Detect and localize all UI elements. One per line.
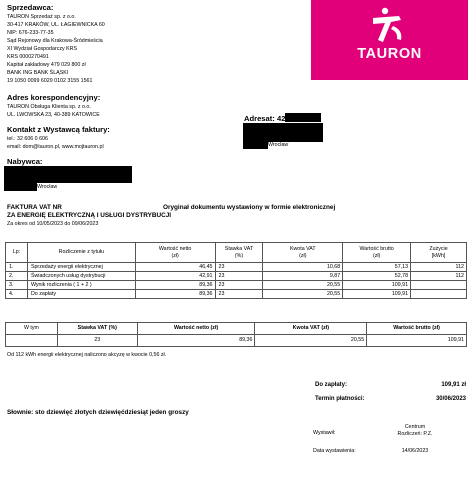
table-cell: 89,36: [135, 290, 215, 299]
column-header: Kwota VAT (zł): [263, 243, 343, 263]
table-cell: 23: [57, 335, 137, 347]
table-cell: 112: [411, 272, 467, 281]
seller-line: Sąd Rejonowy dla Krakowa-Śródmieścia: [7, 38, 103, 45]
buyer-city: Wrocław: [37, 184, 58, 190]
column-header: Wartość brutto (zł): [367, 323, 467, 335]
table-cell: 20,55: [263, 290, 343, 299]
addressee-number: 42: [277, 114, 286, 123]
seller-line: 19 1050 0099 6029 0102 3155 1561: [7, 78, 93, 85]
column-header: Stawka VAT (%): [215, 243, 263, 263]
column-header: Wartość netto (zł): [135, 243, 215, 263]
redaction-bar: [243, 123, 323, 142]
redaction-bar: [4, 166, 132, 183]
issue-date-label: Data wystawienia:: [313, 448, 356, 454]
table-header-row: [6, 243, 467, 263]
table-cell: 23: [215, 281, 263, 290]
table-row: [6, 263, 467, 272]
redaction-bar: [4, 183, 37, 191]
seller-line: NIP: 676-233-77-35: [7, 30, 54, 37]
table-header-row: [6, 323, 467, 335]
table-cell: 109,91: [343, 290, 411, 299]
contact-block: [7, 125, 110, 151]
table-cell: 46,45: [135, 263, 215, 272]
table-cell: 20,55: [255, 335, 367, 347]
table-cell: 57,13: [343, 263, 411, 272]
column-header: Zużycie [kWh]: [411, 243, 467, 263]
due-value: 109,91 zł: [441, 382, 466, 388]
table-cell: Sprzedaży energii elektrycznej: [27, 263, 135, 272]
column-header: W tym: [6, 323, 58, 335]
table-row: [6, 272, 467, 281]
table-cell: 89,36: [135, 281, 215, 290]
table-cell: 109,91: [343, 281, 411, 290]
invoice-subtitle: ZA ENERGIĘ ELEKTRYCZNĄ I USŁUGI DYSTRYBUCJI: [7, 212, 172, 219]
table-row: [6, 335, 467, 347]
redaction-bar: [285, 113, 321, 122]
seller-line: TAURON Sprzedaż sp. z o.o.: [7, 14, 76, 21]
table-cell: [6, 335, 58, 347]
column-header: Wartość netto (zł): [137, 323, 255, 335]
table-cell: Do zapłaty: [27, 290, 135, 299]
column-header: Stawka VAT (%): [57, 323, 137, 335]
table-cell: 52,78: [343, 272, 411, 281]
table-cell: Wynik rozliczenia ( 1 + 2 ): [27, 281, 135, 290]
correspondence-line: TAURON Obsługa Klienta sp. z o.o.: [7, 104, 91, 111]
invoice-items-table: [5, 242, 467, 299]
column-header: Kwota VAT (zł): [255, 323, 367, 335]
seller-line: XI Wydział Gospodarczy KRS: [7, 46, 78, 53]
issuer-value-2: Rozliczeń: P.Z.: [397, 431, 433, 437]
issuer-label: Wystawił:: [313, 430, 336, 436]
table-cell: 23: [215, 263, 263, 272]
seller-heading: Sprzedawca:: [7, 3, 54, 12]
deadline-value: 30/06/2023: [435, 396, 466, 402]
seller-line: 30-417 KRAKÓW, UL. ŁAGIEWNICKA 60: [7, 22, 105, 29]
table-cell: 42,91: [135, 272, 215, 281]
seller-line: KRS 0000270491: [7, 54, 49, 61]
invoice-title: FAKTURA VAT NR: [7, 204, 62, 211]
seller-line: Kapitał zakładowy 479 029 800 zł: [7, 62, 86, 69]
tauron-logo: [311, 0, 468, 80]
table-cell: 9,87: [263, 272, 343, 281]
table-cell: Świadczonych usług dystrybucji: [27, 272, 135, 281]
correspondence-heading: Adres korespondencyjny:: [7, 93, 101, 102]
table-cell: [411, 281, 467, 290]
column-header: Wartość brutto (zł): [343, 243, 411, 263]
table-cell: 20,55: [263, 281, 343, 290]
tauron-wordmark: TAURON: [357, 46, 422, 62]
addressee-city: Wrocław: [268, 142, 289, 148]
column-header: Lp:: [6, 243, 28, 263]
table-cell: 1.: [6, 263, 28, 272]
table-cell: 2.: [6, 272, 28, 281]
table-row: [6, 290, 467, 299]
table-cell: 3.: [6, 281, 28, 290]
amount-in-words: Słownie: sto dziewięć złotych dziewięćdziesiąt jeden groszy: [7, 409, 189, 416]
invoice-period: Za okres od 10/05/2023 do 09/06/2023: [7, 221, 99, 227]
contact-line: tel.: 32 606 0 606: [7, 136, 48, 143]
issuer-value-1: Centrum: [404, 424, 426, 430]
deadline-label: Termin płatności:: [315, 396, 365, 402]
column-header: Rozliczenie z tytułu: [27, 243, 135, 263]
table-cell: 112: [411, 263, 467, 272]
table-cell: 23: [215, 290, 263, 299]
seller-line: BANK ING BANK ŚLĄSKI: [7, 70, 69, 77]
table-row: [6, 281, 467, 290]
buyer-heading: Nabywca:: [7, 157, 43, 166]
seller-lines: [7, 13, 105, 85]
table-cell: 109,91: [367, 335, 467, 347]
table-cell: [411, 290, 467, 299]
issue-date-value: 14/06/2023: [401, 448, 429, 454]
tauron-mark-icon: [311, 0, 468, 80]
correspondence-block: [7, 93, 100, 119]
seller-block: [7, 3, 105, 85]
due-label: Do zapłaty:: [315, 382, 348, 388]
table-cell: 10,68: [263, 263, 343, 272]
excise-note: Od 112 kWh energii elektrycznej naliczono akcyzę w kwocie 0,56 zł.: [7, 352, 167, 358]
table-cell: 89,36: [137, 335, 255, 347]
redaction-bar: [243, 141, 268, 149]
addressee-label: Adresat:: [244, 114, 275, 123]
contact-heading: Kontakt z Wystawcą faktury:: [7, 125, 110, 134]
contact-line: email: dom@tauron.pl, www.mojtauron.pl: [7, 144, 104, 151]
table-cell: 23: [215, 272, 263, 281]
table-cell: 4.: [6, 290, 28, 299]
correspondence-line: UL. LWOWSKA 23, 40-389 KATOWICE: [7, 112, 100, 119]
original-note: Oryginał dokumentu wystawiony w formie elektronicznej: [163, 204, 336, 211]
vat-summary-table: [5, 322, 467, 347]
